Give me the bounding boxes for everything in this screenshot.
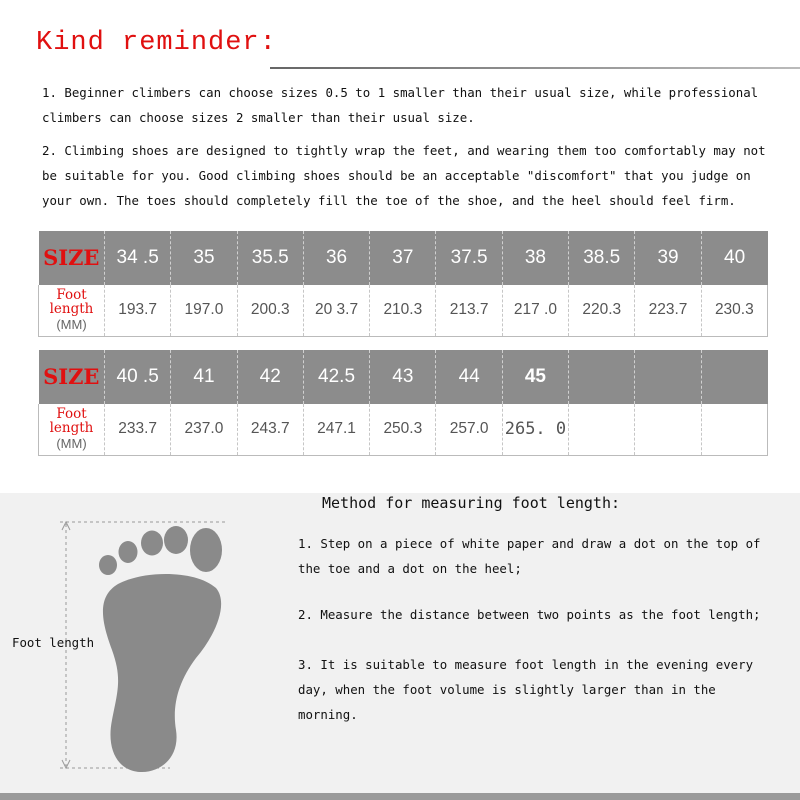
length-row-label <box>39 404 105 455</box>
length-cell: 200.3 <box>237 285 303 336</box>
size-header-row <box>39 231 768 285</box>
method-step-2: 2. Measure the distance between two points as the foot length; <box>298 607 761 622</box>
foot-length-label: Foot length <box>49 406 94 437</box>
length-cell: 197.0 <box>171 285 237 336</box>
size-cell: 35.5 <box>237 231 303 285</box>
size-cell: 34 .5 <box>105 231 171 285</box>
length-cell: 247.1 <box>303 404 369 455</box>
size-cell: 42 <box>237 350 303 404</box>
length-cell: 213.7 <box>436 285 502 336</box>
length-cell <box>569 404 635 455</box>
size-cell: 38.5 <box>569 231 635 285</box>
length-cell: 265. 0 <box>502 404 568 455</box>
size-cell: 42.5 <box>303 350 369 404</box>
size-cell: 39 <box>635 231 701 285</box>
size-cell: 35 <box>171 231 237 285</box>
foot-length-label: Foot length <box>49 287 94 318</box>
length-cell: 223.7 <box>635 285 701 336</box>
reminder-note-2: 2. Climbing shoes are designed to tightly wrap the feet, and wearing them too comfortably may not be suitable for you. Good climbing shoes should be an acceptable "discomfort" that you judge on your own. The toes should completely fill the toe of the shoe, and the heel should feel firm. <box>42 143 766 208</box>
size-cell: 40 .5 <box>105 350 171 404</box>
size-table-1 <box>38 231 768 337</box>
size-cell: 41 <box>171 350 237 404</box>
title-divider <box>270 67 800 69</box>
size-cell <box>569 350 635 404</box>
length-cell: 220.3 <box>569 285 635 336</box>
page-title: Kind reminder: <box>36 28 277 58</box>
length-cell: 257.0 <box>436 404 502 455</box>
size-cell: 37 <box>370 231 436 285</box>
bottom-bar <box>0 793 800 800</box>
length-cell: 210.3 <box>370 285 436 336</box>
unit-label: (MM) <box>56 436 87 452</box>
method-title: Method for measuring foot length: <box>322 494 621 512</box>
size-cell: 45 <box>502 350 568 404</box>
length-cell: 250.3 <box>370 404 436 455</box>
size-cell: 44 <box>436 350 502 404</box>
length-cell: 230.3 <box>701 285 767 336</box>
length-cell <box>701 404 767 455</box>
size-cell: 36 <box>303 231 369 285</box>
size-row-label: SIZE <box>39 350 105 404</box>
method-step-1: 1. Step on a piece of white paper and draw a dot on the top of the toe and a dot on the heel; <box>298 536 761 576</box>
reminder-note-1: 1. Beginner climbers can choose sizes 0.5 to 1 smaller than their usual size, while professional climbers can choose sizes 2 smaller than their usual size. <box>42 85 759 125</box>
unit-label: (MM) <box>56 317 87 333</box>
size-cell: 37.5 <box>436 231 502 285</box>
size-row-label: SIZE <box>39 231 105 285</box>
length-row <box>39 404 768 455</box>
length-row-label <box>39 285 105 336</box>
length-cell <box>635 404 701 455</box>
length-cell: 217 .0 <box>502 285 568 336</box>
size-cell: 43 <box>370 350 436 404</box>
size-cell: 40 <box>701 231 767 285</box>
size-cell <box>635 350 701 404</box>
length-cell: 20 3.7 <box>303 285 369 336</box>
size-cell <box>701 350 767 404</box>
size-cell: 38 <box>502 231 568 285</box>
size-table-2 <box>38 350 768 456</box>
size-header-row <box>39 350 768 404</box>
foot-length-caption: Foot length <box>12 635 95 650</box>
length-cell: 233.7 <box>105 404 171 455</box>
length-cell: 243.7 <box>237 404 303 455</box>
method-step-3: 3. It is suitable to measure foot length in the evening every day, when the foot volume is slightly larger than in the morning. <box>298 657 754 722</box>
length-cell: 237.0 <box>171 404 237 455</box>
length-row <box>39 285 768 336</box>
length-cell: 193.7 <box>105 285 171 336</box>
